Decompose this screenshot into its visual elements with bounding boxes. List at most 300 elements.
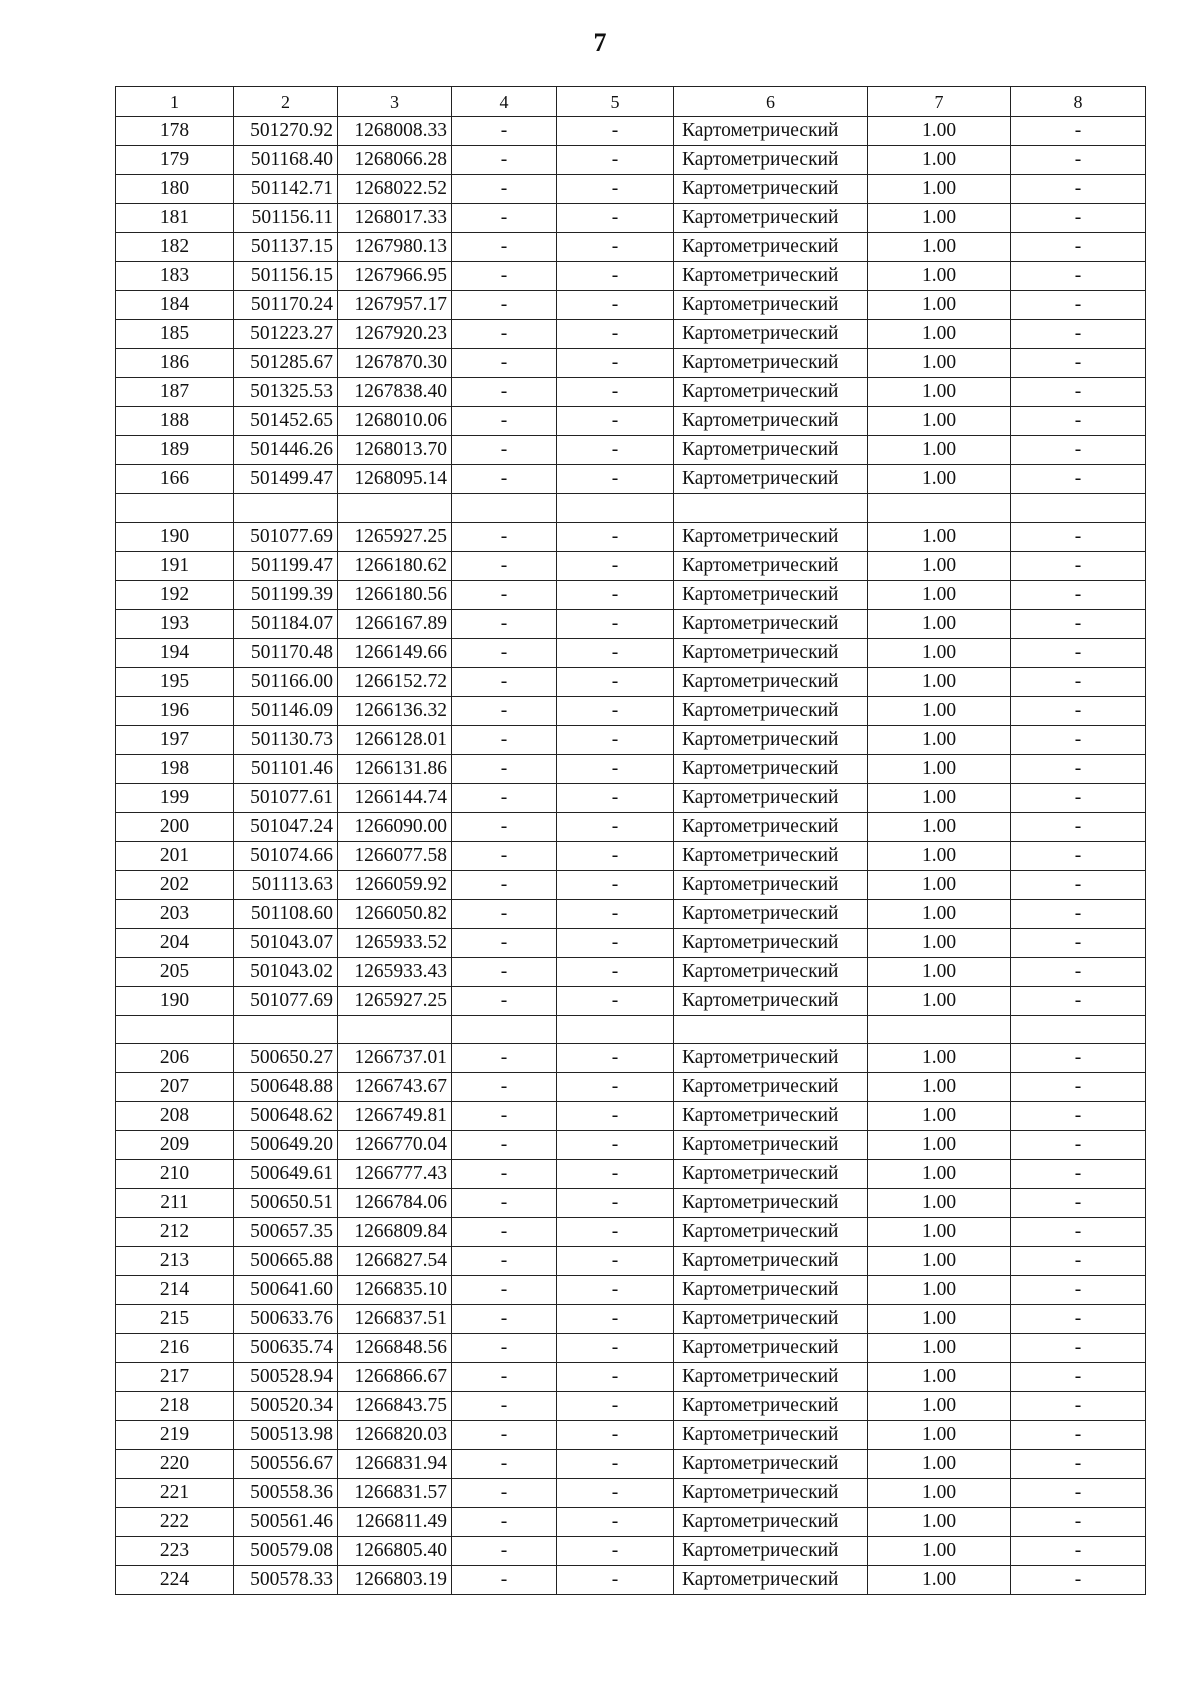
table-cell: 501137.15 [234, 233, 338, 262]
table-cell: - [557, 754, 674, 783]
table-cell: - [557, 986, 674, 1015]
table-cell [1011, 494, 1146, 523]
table-cell: - [557, 291, 674, 320]
table-cell: - [452, 1363, 557, 1392]
table-cell: 500578.33 [234, 1566, 338, 1595]
table-cell: - [1011, 349, 1146, 378]
table-row [116, 1247, 1146, 1276]
table-cell: - [1011, 928, 1146, 957]
table-cell: 501043.07 [234, 928, 338, 957]
table-row [116, 1305, 1146, 1334]
table-cell: - [1011, 609, 1146, 638]
table-cell: - [557, 1131, 674, 1160]
table-cell: - [1011, 667, 1146, 696]
table-cell: - [452, 320, 557, 349]
table-cell: 501142.71 [234, 175, 338, 204]
table-cell: 1.00 [868, 812, 1011, 841]
table-cell: Картометрический [674, 1537, 868, 1566]
table-cell: 1.00 [868, 465, 1011, 494]
table-cell: - [1011, 1131, 1146, 1160]
table-row [116, 1363, 1146, 1392]
table-cell: - [557, 378, 674, 407]
table-cell: 204 [116, 928, 234, 957]
table-cell: 1.00 [868, 1276, 1011, 1305]
table-cell: - [557, 407, 674, 436]
table-cell: 1266805.40 [338, 1537, 452, 1566]
table-cell: - [1011, 754, 1146, 783]
table-cell: 1.00 [868, 1189, 1011, 1218]
table-row [116, 609, 1146, 638]
table-cell: 500528.94 [234, 1363, 338, 1392]
table-cell: 500633.76 [234, 1305, 338, 1334]
table-cell: - [1011, 1189, 1146, 1218]
table-cell: - [1011, 1247, 1146, 1276]
table-cell: Картометрический [674, 1334, 868, 1363]
table-cell: Картометрический [674, 320, 868, 349]
table-row [116, 957, 1146, 986]
table-row [116, 349, 1146, 378]
table-cell: Картометрический [674, 551, 868, 580]
table-row [116, 928, 1146, 957]
table-row [116, 1334, 1146, 1363]
table-cell: 213 [116, 1247, 234, 1276]
table-cell: Картометрический [674, 638, 868, 667]
table-cell: 501199.39 [234, 580, 338, 609]
table-cell: - [1011, 841, 1146, 870]
table-cell: 1.00 [868, 1421, 1011, 1450]
table-cell: - [452, 1450, 557, 1479]
table-cell: 223 [116, 1537, 234, 1566]
column-header: 7 [868, 87, 1011, 117]
table-cell: - [557, 1537, 674, 1566]
table-cell: - [452, 465, 557, 494]
table-cell: 501156.15 [234, 262, 338, 291]
table-cell [116, 494, 234, 523]
table-cell: - [557, 841, 674, 870]
table-cell: - [557, 1508, 674, 1537]
table-cell: 501113.63 [234, 870, 338, 899]
table-cell: - [557, 465, 674, 494]
table-cell: - [452, 1421, 557, 1450]
table-row [116, 551, 1146, 580]
table-cell: 501325.53 [234, 378, 338, 407]
table-row [116, 320, 1146, 349]
table-cell: 166 [116, 465, 234, 494]
table-cell: 1266831.57 [338, 1479, 452, 1508]
table-cell: 180 [116, 175, 234, 204]
table-cell: 212 [116, 1218, 234, 1247]
table-cell: Картометрический [674, 407, 868, 436]
column-header: 3 [338, 87, 452, 117]
table-cell: - [452, 1276, 557, 1305]
table-cell: - [1011, 1508, 1146, 1537]
table-cell: 501499.47 [234, 465, 338, 494]
table-cell: - [452, 1392, 557, 1421]
table-cell: - [1011, 1276, 1146, 1305]
table-cell: 1.00 [868, 1508, 1011, 1537]
table-cell: - [557, 1276, 674, 1305]
table-cell: - [557, 870, 674, 899]
table-cell: 1265933.52 [338, 928, 452, 957]
table-cell: 215 [116, 1305, 234, 1334]
table-cell: 188 [116, 407, 234, 436]
table-cell: Картометрический [674, 928, 868, 957]
table-cell: 1266777.43 [338, 1160, 452, 1189]
table-cell: 501285.67 [234, 349, 338, 378]
table-cell: - [1011, 146, 1146, 175]
table-cell: 210 [116, 1160, 234, 1189]
table-cell: 1.00 [868, 349, 1011, 378]
table-cell: 1266737.01 [338, 1044, 452, 1073]
table-row [116, 580, 1146, 609]
table-cell: - [452, 1073, 557, 1102]
table-cell: Картометрический [674, 1276, 868, 1305]
table-cell: 190 [116, 522, 234, 551]
table-cell: - [452, 870, 557, 899]
table-cell: Картометрический [674, 175, 868, 204]
table-cell: Картометрический [674, 667, 868, 696]
table-cell: 1268095.14 [338, 465, 452, 494]
table-cell: - [557, 1392, 674, 1421]
table-cell: - [452, 1189, 557, 1218]
table-cell [557, 494, 674, 523]
table-cell: 1.00 [868, 754, 1011, 783]
table-cell: 501077.69 [234, 522, 338, 551]
table-cell: 1266077.58 [338, 841, 452, 870]
table-cell: 1.00 [868, 291, 1011, 320]
table-cell: - [557, 957, 674, 986]
table-cell: 501170.24 [234, 291, 338, 320]
table-cell: - [1011, 725, 1146, 754]
table-cell: Картометрический [674, 1073, 868, 1102]
table-cell [338, 494, 452, 523]
table-cell: - [1011, 407, 1146, 436]
table-cell: - [452, 1305, 557, 1334]
table-cell: 192 [116, 580, 234, 609]
table-body [116, 117, 1146, 1595]
table-cell: - [452, 262, 557, 291]
table-row [116, 522, 1146, 551]
table-cell: - [452, 1160, 557, 1189]
table-cell: 1.00 [868, 899, 1011, 928]
table-row [116, 1450, 1146, 1479]
table-cell: 500657.35 [234, 1218, 338, 1247]
table-cell: - [557, 1073, 674, 1102]
table-cell: 500558.36 [234, 1479, 338, 1508]
table-cell: - [452, 146, 557, 175]
table-cell: Картометрический [674, 609, 868, 638]
table-cell: 1265927.25 [338, 522, 452, 551]
table-cell: - [1011, 1566, 1146, 1595]
table-cell: 194 [116, 638, 234, 667]
table-cell: - [1011, 1392, 1146, 1421]
table-cell: - [1011, 465, 1146, 494]
table-cell: - [557, 638, 674, 667]
table-cell: - [1011, 522, 1146, 551]
table-cell: 1.00 [868, 870, 1011, 899]
table-cell: 206 [116, 1044, 234, 1073]
table-cell: 1.00 [868, 522, 1011, 551]
table-cell: 501146.09 [234, 696, 338, 725]
table-row [116, 870, 1146, 899]
table-cell: 1266820.03 [338, 1421, 452, 1450]
table-row [116, 1392, 1146, 1421]
table-cell [1011, 1015, 1146, 1044]
table-cell: - [1011, 378, 1146, 407]
table-cell: 1266831.94 [338, 1450, 452, 1479]
table-cell: 1266152.72 [338, 667, 452, 696]
table-cell: 224 [116, 1566, 234, 1595]
table-cell: - [1011, 436, 1146, 465]
table-row [116, 1189, 1146, 1218]
table-cell: Картометрический [674, 1450, 868, 1479]
table-cell: - [557, 117, 674, 146]
table-row [116, 1073, 1146, 1102]
table-cell: - [557, 1334, 674, 1363]
table-cell: 178 [116, 117, 234, 146]
table-cell: Картометрический [674, 1392, 868, 1421]
table-cell: Картометрический [674, 870, 868, 899]
table-cell: 1.00 [868, 1044, 1011, 1073]
table-cell [674, 1015, 868, 1044]
table-separator-row [116, 494, 1146, 523]
table-cell: 501452.65 [234, 407, 338, 436]
table-cell: - [557, 522, 674, 551]
table-cell: 1266784.06 [338, 1189, 452, 1218]
column-header: 4 [452, 87, 557, 117]
table-cell: - [1011, 696, 1146, 725]
table-cell: 501270.92 [234, 117, 338, 146]
table-cell: 1266843.75 [338, 1392, 452, 1421]
table-cell: - [557, 1044, 674, 1073]
table-cell: 183 [116, 262, 234, 291]
table-row [116, 146, 1146, 175]
table-cell: Картометрический [674, 117, 868, 146]
table-cell: 501168.40 [234, 146, 338, 175]
table-cell: - [557, 667, 674, 696]
table-cell: 1.00 [868, 1537, 1011, 1566]
table-cell: 1266050.82 [338, 899, 452, 928]
table-cell: 501108.60 [234, 899, 338, 928]
table-cell [868, 1015, 1011, 1044]
table-cell: - [1011, 957, 1146, 986]
table-cell: 500649.20 [234, 1131, 338, 1160]
table-cell: - [557, 1450, 674, 1479]
table-cell: - [1011, 204, 1146, 233]
table-cell: 500650.27 [234, 1044, 338, 1073]
table-cell [452, 494, 557, 523]
table-cell: Картометрический [674, 1305, 868, 1334]
table-row [116, 696, 1146, 725]
table-cell: 1.00 [868, 233, 1011, 262]
table-cell: Картометрический [674, 233, 868, 262]
table-cell [557, 1015, 674, 1044]
table-cell: Картометрический [674, 986, 868, 1015]
table-cell: 501130.73 [234, 725, 338, 754]
table-cell: Картометрический [674, 899, 868, 928]
table-cell: 1266180.62 [338, 551, 452, 580]
table-cell: 201 [116, 841, 234, 870]
table-cell: Картометрический [674, 1044, 868, 1073]
table-cell: 1266059.92 [338, 870, 452, 899]
table-cell: 189 [116, 436, 234, 465]
table-cell: 501077.69 [234, 986, 338, 1015]
table-cell: - [557, 204, 674, 233]
table-cell: 500579.08 [234, 1537, 338, 1566]
table-cell: - [452, 1102, 557, 1131]
table-cell: 1.00 [868, 117, 1011, 146]
table-cell: 500556.67 [234, 1450, 338, 1479]
table-cell: - [452, 291, 557, 320]
table-cell: - [1011, 1073, 1146, 1102]
table-cell: - [452, 1131, 557, 1160]
table-cell: 193 [116, 609, 234, 638]
table-cell: Картометрический [674, 1160, 868, 1189]
table-cell: 1266749.81 [338, 1102, 452, 1131]
table-cell: - [557, 1305, 674, 1334]
table-cell: Картометрический [674, 436, 868, 465]
table-cell: 1.00 [868, 841, 1011, 870]
table-cell: - [452, 1566, 557, 1595]
table-cell: 1.00 [868, 320, 1011, 349]
table-cell: - [1011, 812, 1146, 841]
table-cell: - [557, 609, 674, 638]
table-cell: Картометрический [674, 841, 868, 870]
table-cell: Картометрический [674, 1508, 868, 1537]
table-cell: 203 [116, 899, 234, 928]
table-cell: 1.00 [868, 1218, 1011, 1247]
table-cell: - [1011, 1537, 1146, 1566]
table-row [116, 1276, 1146, 1305]
table-cell: 197 [116, 725, 234, 754]
table-cell: - [557, 320, 674, 349]
table-cell: 1266167.89 [338, 609, 452, 638]
table-cell: 187 [116, 378, 234, 407]
table-cell: Картометрический [674, 783, 868, 812]
table-row [116, 1044, 1146, 1073]
table-cell: - [1011, 1450, 1146, 1479]
table-cell: Картометрический [674, 580, 868, 609]
table-cell: - [452, 204, 557, 233]
table-cell: 200 [116, 812, 234, 841]
column-header: 6 [674, 87, 868, 117]
table-cell: - [452, 783, 557, 812]
table-cell: 1.00 [868, 436, 1011, 465]
table-row [116, 783, 1146, 812]
table-cell [338, 1015, 452, 1044]
table-cell: 1.00 [868, 1450, 1011, 1479]
table-cell: 1.00 [868, 696, 1011, 725]
table-header-row [116, 87, 1146, 117]
table-row [116, 1479, 1146, 1508]
table-cell: Картометрический [674, 754, 868, 783]
table-cell [116, 1015, 234, 1044]
table-cell: 198 [116, 754, 234, 783]
table-row [116, 1537, 1146, 1566]
table-cell: 1267870.30 [338, 349, 452, 378]
table-cell: 214 [116, 1276, 234, 1305]
table-cell: Картометрический [674, 291, 868, 320]
table-cell: 1267980.13 [338, 233, 452, 262]
table-cell: - [1011, 1363, 1146, 1392]
table-cell: 1266837.51 [338, 1305, 452, 1334]
table-cell: Картометрический [674, 1566, 868, 1595]
table-cell: Картометрический [674, 378, 868, 407]
table-cell: - [557, 551, 674, 580]
table-cell: - [557, 1566, 674, 1595]
table-cell: 501223.27 [234, 320, 338, 349]
table-cell: 186 [116, 349, 234, 378]
table-cell: Картометрический [674, 1189, 868, 1218]
page-number: 7 [593, 28, 607, 57]
table-cell: 1268008.33 [338, 117, 452, 146]
table-cell: 500648.62 [234, 1102, 338, 1131]
table-cell: - [1011, 638, 1146, 667]
table-cell: 199 [116, 783, 234, 812]
table-cell: 1267957.17 [338, 291, 452, 320]
table-cell: - [452, 1334, 557, 1363]
table-row [116, 1566, 1146, 1595]
table-cell: - [1011, 1421, 1146, 1450]
table-cell: 1.00 [868, 204, 1011, 233]
table-cell: - [557, 146, 674, 175]
table-cell: Картометрический [674, 725, 868, 754]
table-cell: - [557, 1160, 674, 1189]
table-cell: 1.00 [868, 1363, 1011, 1392]
table-cell: 211 [116, 1189, 234, 1218]
table-cell: - [557, 783, 674, 812]
table-row [116, 204, 1146, 233]
table-cell: 185 [116, 320, 234, 349]
table-cell: 1.00 [868, 1073, 1011, 1102]
table-cell: Картометрический [674, 1102, 868, 1131]
table-cell: - [557, 349, 674, 378]
table-cell: 190 [116, 986, 234, 1015]
table-cell: Картометрический [674, 1363, 868, 1392]
table-cell: - [452, 1247, 557, 1276]
table-cell: - [557, 436, 674, 465]
column-header: 5 [557, 87, 674, 117]
table-row [116, 117, 1146, 146]
table-cell [452, 1015, 557, 1044]
column-header: 2 [234, 87, 338, 117]
table-cell: - [452, 117, 557, 146]
table-cell: 500649.61 [234, 1160, 338, 1189]
table-cell: 1.00 [868, 725, 1011, 754]
table-cell: - [452, 667, 557, 696]
table-cell: - [1011, 1102, 1146, 1131]
table-cell: - [452, 725, 557, 754]
table-cell: 181 [116, 204, 234, 233]
table-cell: 1266090.00 [338, 812, 452, 841]
table-cell: - [557, 928, 674, 957]
table-cell: Картометрический [674, 522, 868, 551]
table-cell: 1.00 [868, 1305, 1011, 1334]
table-cell [674, 494, 868, 523]
table-cell: - [452, 349, 557, 378]
table-cell: - [557, 262, 674, 291]
table-cell: 207 [116, 1073, 234, 1102]
table-cell: - [1011, 1479, 1146, 1508]
table-cell: - [452, 754, 557, 783]
table-cell [234, 494, 338, 523]
table-row [116, 725, 1146, 754]
table-row [116, 233, 1146, 262]
table-cell: 1268013.70 [338, 436, 452, 465]
table-cell: 1268022.52 [338, 175, 452, 204]
table-cell: Картометрический [674, 1421, 868, 1450]
table-cell: - [557, 725, 674, 754]
